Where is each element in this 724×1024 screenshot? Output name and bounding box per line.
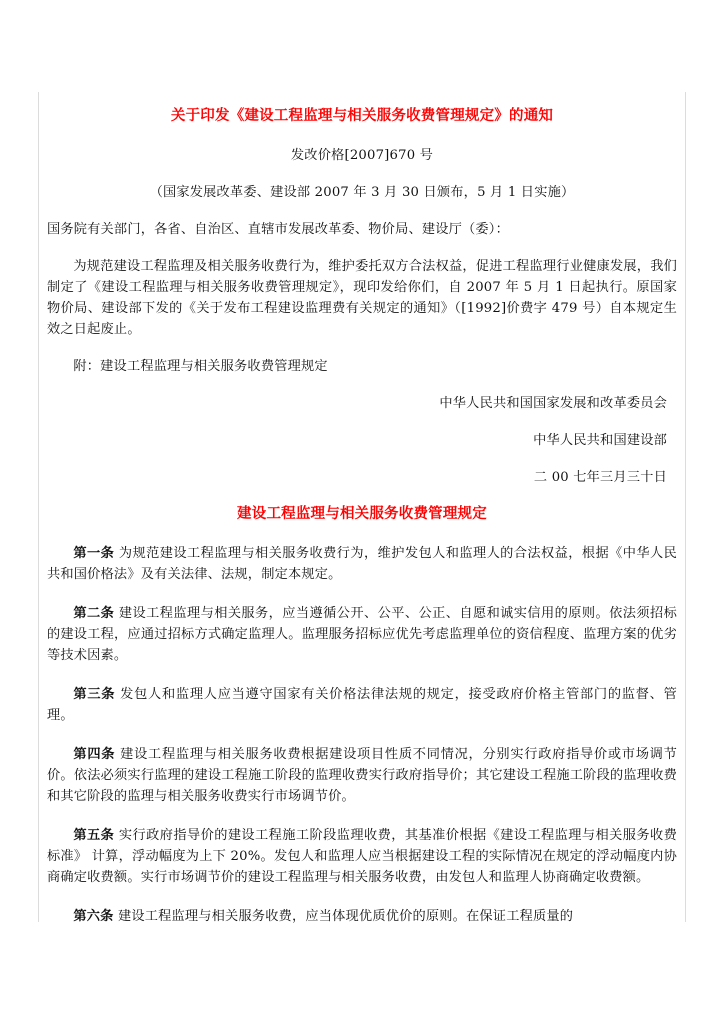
article-heading: 第五条 bbox=[73, 828, 115, 843]
article-heading: 第四条 bbox=[73, 747, 116, 762]
article-2 bbox=[47, 603, 677, 666]
article-1 bbox=[47, 543, 677, 585]
article-text: 为规范建设工程监理与相关服务收费行为，维护发包人和监理人的合法权益，根据《中华人民共和国价格法》及有关法律、法规，制定本规定。 bbox=[47, 546, 677, 582]
document-number: 发改价格[2007]670 号 bbox=[290, 148, 434, 163]
signatory-moc: 中华人民共和国建设部 bbox=[533, 433, 667, 448]
article-text: 实行政府指导价的建设工程施工阶段监理收费，其基准价根据《建设工程监理与相关服务收费标准》 计算，浮动幅度为上下 20%。发包人和监理人应当根据建设工程的实际情况在规定的浮动幅度内协商确定收费额。实行市场调节价的建设工程监理与相关服务收费，由发包人和监理人协商确定收费额。 bbox=[47, 828, 677, 885]
notice-body: 为规范建设工程监理及相关服务收费行为，维护委托双方合法权益，促进工程监理行业健康发展，我们制定了《建设工程监理与相关服务收费管理规定》，现印发给你们，自 2007 年 5 月 1 日起执行。原国家物价局、建设部下发的《关于发布工程建设监理费有关规定的通知》（[1992]价费字 479 号）自本规定生效之日起废止。 bbox=[47, 259, 677, 337]
addressee: 国务院有关部门，各省、自治区、直辖市发展改革委、物价局、建设厅（委）： bbox=[47, 222, 509, 237]
document-page bbox=[38, 92, 686, 922]
regulation-title: 建设工程监理与相关服务收费管理规定 bbox=[237, 506, 487, 522]
article-text: 建设工程监理与相关服务收费，应当体现优质优价的原则。在保证工程质量的 bbox=[113, 909, 574, 924]
article-heading: 第一条 bbox=[73, 546, 115, 561]
notice-title: 关于印发《建设工程监理与相关服务收费管理规定》的通知 bbox=[170, 108, 554, 124]
article-text: 建设工程监理与相关服务收费根据建设项目性质不同情况，分别实行政府指导价或市场调节价。依法必须实行监理的建设工程施工阶段的监理收费实行政府指导价；其它建设工程施工阶段的监理收费和其它阶段的监理与相关服务收费实行市场调节价。 bbox=[47, 747, 677, 804]
article-5 bbox=[47, 825, 677, 888]
article-4 bbox=[47, 744, 677, 807]
document-content bbox=[47, 98, 677, 945]
notice-date: 二 00 七年三月三十日 bbox=[533, 470, 667, 485]
article-text: 建设工程监理与相关服务，应当遵循公开、公平、公正、自愿和诚实信用的原则。依法须招标的建设工程，应通过招标方式确定监理人。监理服务招标应优先考虑监理单位的资信程度、监理方案的优劣等技术因素。 bbox=[47, 606, 677, 663]
article-text: 发包人和监理人应当遵守国家有关价格法律法规的规定，接受政府价格主管部门的监督、管理。 bbox=[47, 687, 677, 723]
article-6 bbox=[47, 906, 677, 927]
article-heading: 第二条 bbox=[73, 606, 115, 621]
article-heading: 第六条 bbox=[73, 909, 114, 924]
article-3 bbox=[47, 684, 677, 726]
attachment-line: 附：建设工程监理与相关服务收费管理规定 bbox=[73, 359, 328, 374]
signatory-ndrc: 中华人民共和国国家发展和改革委员会 bbox=[439, 396, 667, 411]
article-heading: 第三条 bbox=[73, 687, 116, 702]
issued-line: （国家发展改革委、建设部 2007 年 3 月 30 日颁布，5 月 1 日实施） bbox=[149, 185, 575, 200]
